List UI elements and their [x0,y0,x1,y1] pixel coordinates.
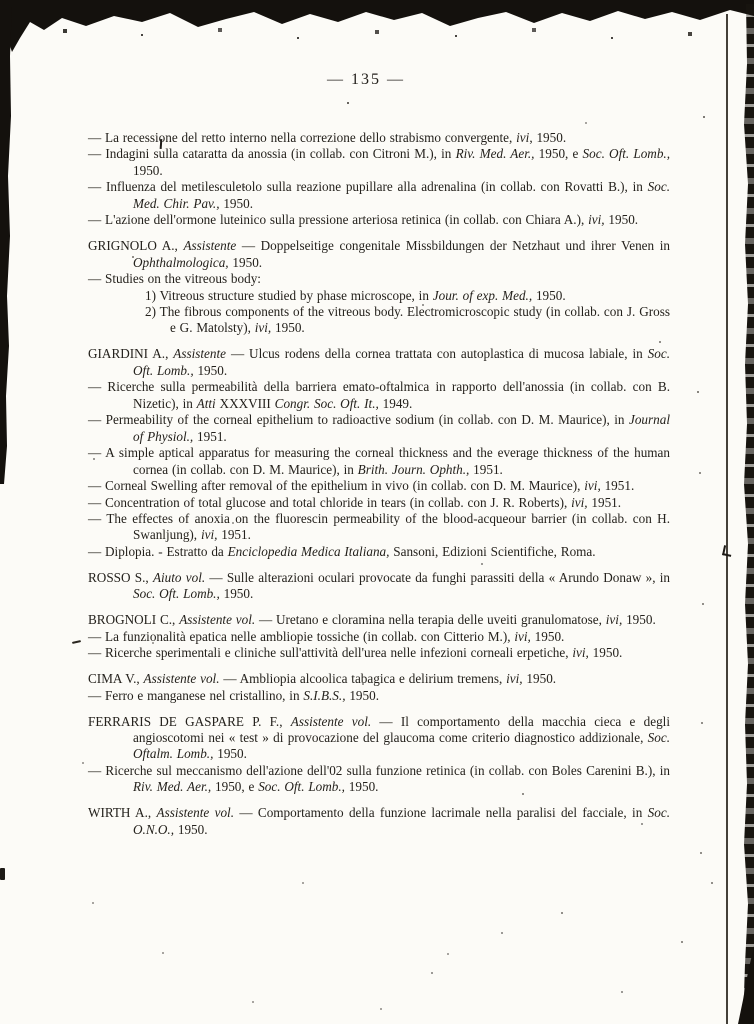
bib-entry-text: — Permeability of the corneal epithelium to radioactive sodium (in collab. con D. M. Maurice), in [88,412,629,428]
bib-entry [88,570,670,603]
bib-entry-text: 1951. [600,478,635,494]
bib-entry-text: 1950. [219,586,254,602]
bib-entry-text: — Ulcus rodens della cornea trattata con autoplastica di mucosa labiale, in [226,346,648,362]
bib-entry-italic-text: ivi, [588,212,605,228]
bib-entry-text: 1949. [378,395,413,411]
bib-entry [88,511,670,544]
bib-entry-italic-text: Brith. Journ. Ophth., [357,461,470,477]
scan-edge-right [743,4,754,1024]
bib-entry-text: 2) The fibrous components of the vitreous body. Electromicroscopic study (in collab. con J. Gross e G. Matolsty), [145,304,670,336]
bib-entry-text: — Il comportamento della macchia cieca e degli angioscotomi nei « test » di provocazione del glaucoma come criterio diagnostico addizionale, [133,713,670,745]
bib-entry-text: 1950. [604,212,639,228]
bib-entry-text: — Influenza del metilesculetolo sulla reazione pupillare alla adrenalina (in collab. con Rovatti B.), in [88,179,648,195]
bib-entry [88,288,670,304]
bib-entry-italic-text: Assistente vol. [179,612,256,628]
bib-entry-italic-text: Atti [196,395,216,411]
bib-entry-text: XXXVIII [215,395,275,411]
bib-entry-text: — A simple aptical apparatus for measuring the corneal thickness and the everage thickness of the human cornea (in collab. con D. M. Maurice), in [88,445,670,477]
bib-entry [88,495,670,511]
bib-entry-text: — Diplopia. - Estratto da [88,543,228,559]
bib-entry [88,645,670,661]
bib-entry-italic-text: Soc. Oft. Lomb., [133,346,670,378]
bib-entry [88,212,670,228]
bib-entry-text: BROGNOLI C., [88,612,180,628]
bib-entry-text: 1950. [219,195,254,211]
scan-edge-top [0,0,754,58]
bib-entry-text: , 1950. [529,130,567,145]
bib-entry [88,271,670,287]
bib-entry [88,478,670,494]
ink-stray-mark-4 [0,868,5,880]
bib-entry-text: 1951. [587,494,622,510]
bib-entry-text: 1) Vitreous structure studied by phase microscope, in [145,287,433,303]
bib-entry [88,179,670,212]
bib-entry-text: 1951. [217,527,251,543]
bib-entry-text: — Ricerche sul meccanismo dell'azione dell'02 sulla funzione retinica (in collab. con Boles Carenini B.), in [88,762,670,778]
bib-entry-text: — Corneal Swelling after removal of the epithelium in vivo (in collab. con D. M. Maurice), [88,478,585,494]
bib-entry [88,671,670,687]
bib-entry-text: — La recessione del retto interno nella correzione dello strabismo convergente, [88,130,517,145]
bib-entry-text: 1950. [174,821,208,837]
bib-entry-text: CIMA V., [88,671,144,687]
bib-entry-text: 1951. [469,461,503,477]
bib-entry-italic-text: Assistente vol. [143,671,220,687]
bib-entry-italic-text: S.I.B.S., [303,687,346,703]
bib-entry [88,612,670,628]
bib-entry-text: GIARDINI A., [88,346,174,362]
bib-entry-text: Sansoni, Edizioni Scientifiche, Roma. [389,543,596,559]
bib-entry-text: — La funzionalità epatica nelle ambliopie tossiche (in collab. con Citterio M.), [88,628,515,644]
bib-entry-italic-text: Riv. Med. Aer., [455,146,535,162]
bib-entry-italic-text: Assistente [183,238,237,254]
bib-entry-italic-text: ivi, [254,320,272,336]
bib-entry-text: 1950. [228,254,263,270]
bib-entry-italic-text: Aiuto vol. [152,569,206,585]
bib-entry-text: 1950. [133,162,163,178]
bib-entry-text: 1950. [530,628,565,644]
bib-entry-italic-text: Soc. Oft. Lomb., [258,779,345,795]
bib-entry [88,688,670,704]
bib-entry-text: 1950. [345,687,379,703]
scan-gutter-line [726,14,728,1024]
bib-entry-text: — Studies on the vitreous body: [88,271,261,287]
bib-entry-text: GRIGNOLO A., [88,238,184,254]
ink-stray-mark-2 [72,640,81,644]
bib-entry-text: ROSSO S., [88,569,153,585]
bib-entry-italic-text: ivi, [200,527,218,543]
bib-entry-italic-text: Jour. of exp. Med., [432,287,533,303]
bib-entry [88,763,670,796]
bib-entry [88,379,670,412]
bib-entry-text: 1950. [213,746,247,762]
bib-entry-text: 1950, e [211,779,259,795]
ink-stray-mark-3 [722,545,733,557]
bib-entry-italic-text: ivi, [605,612,623,628]
bib-entry [88,304,670,337]
bib-entry-italic-text: Soc. Oft. Lomb., [582,146,671,162]
bib-entry-text: 1950. [522,671,557,687]
bib-entry-text: — Doppelseitige congenitale Missbildungen der Netzhaut und ihrer Venen in [236,238,670,254]
bib-entry-text: FERRARIS DE GASPARE P. F., [88,713,291,729]
scan-dust-specks [0,0,2,2]
bib-entry-text: 1950. [344,779,379,795]
page-number: — 135 — [327,71,405,88]
bib-entry-text: 1951. [193,428,227,444]
bib-entry-text: — Uretano e cloramina nella terapia delle uveiti granulomatose, [255,612,606,628]
bib-entry-text: 1950, e [534,146,583,162]
bib-entry-text: 1950. [193,362,228,378]
bib-entry-italic-text: ivi, [514,628,531,644]
bib-entry-text: — Ambliopia alcoolica tabagica e delirium tremens, [219,671,507,687]
bib-entry-italic-text: ivi, [506,671,523,687]
bib-entry-italic-text: Soc. Med. Chir. Pav., [133,179,670,211]
bib-entry-text: — Indagini sulla cataratta da anossia (in collab. con Citroni M.), in [88,146,456,162]
bib-entry-italic-text: Ophthalmologica, [133,254,229,270]
bib-entry [88,445,670,478]
bib-entry-text: 1950. [271,320,305,336]
bib-entry-italic-text: Journal of Physiol., [133,412,670,444]
bib-entry [88,130,670,146]
bib-entry-text: 1950. [532,287,566,303]
bib-entry-italic-text: Assistente vol. [290,713,372,729]
bib-entry [88,544,670,560]
bib-entry-italic-text: Enciclopedia Medica Italiana, [227,543,390,559]
bib-entry-text: — Concentration of total glucose and total chloride in tears (in collab. con J. R. Roberts), [88,494,572,510]
bib-entry-text: — The effectes of anoxia on the fluorescin permeability of the blood-acqueour barrier (in collab. con H. Swanljung), [88,510,670,543]
bib-entry-italic-text: ivi, [571,494,588,510]
bib-entry [88,805,670,838]
bib-entry-italic-text: ivi, [572,645,589,661]
bib-entry-text: — Ferro e manganese nel cristallino, in [88,687,304,703]
bib-entry [88,146,670,179]
bib-entry [88,629,670,645]
bib-entry-italic-text: Soc. Oftalm. Lomb., [133,729,670,762]
bib-entry [88,412,670,445]
bib-entry-text: 1950. [622,612,656,628]
bib-entry-italic-text: Soc. O.N.O., [133,805,670,837]
bib-entry-text: — Ricerche sperimentali e cliniche sull'attività dell'urea nelle infezioni corneali erpetiche, [88,645,573,661]
bib-entry-italic-text: Soc. Oft. Lomb., [133,586,220,602]
bib-entry [88,238,670,271]
bibliography [88,130,670,838]
bib-entry [88,346,670,379]
bib-entry-text: 1950. [588,645,623,661]
bib-entry-italic-text: Assistente vol. [156,805,235,821]
bib-entry-italic-text: Congr. Soc. Oft. It., [274,395,379,411]
bib-entry-italic-text: ivi [516,130,530,145]
bib-entry [88,714,670,763]
bib-entry-text: — Ricerche sulla permeabilità della barriera emato-oftalmica in rapporto dell'anossia (in collab. con B. Nizetic), in [88,379,670,411]
bib-entry-text: — Sulle alterazioni oculari provocate da funghi parassiti della « Arundo Donaw », in [205,569,670,585]
bib-entry-italic-text: ivi, [584,478,601,494]
bib-entry-text: — L'azione dell'ormone luteinico sulla pressione arteriosa retinica (in collab. con Chiara A.), [88,212,589,228]
bib-entry-italic-text: Riv. Med. Aer., [133,779,212,795]
bib-entry-text: WIRTH A., [88,805,157,821]
bib-entry-text: — Comportamento della funzione lacrimale nella paralisi del facciale, in [234,805,648,821]
bib-entry-italic-text: Assistente [173,346,227,362]
